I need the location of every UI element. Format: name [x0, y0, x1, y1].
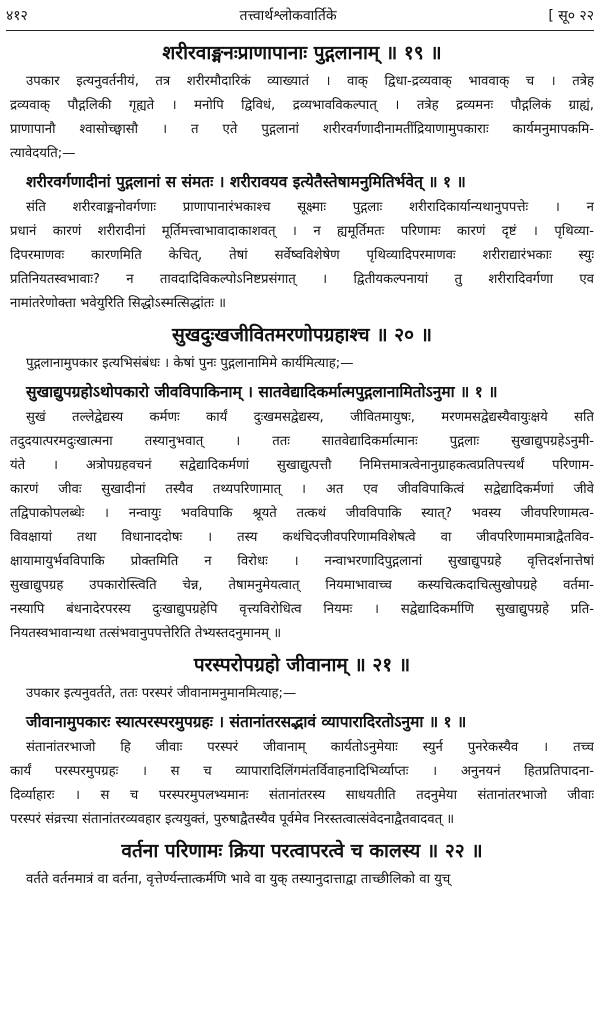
text-line: प्रतिनियतस्वभावाः? न तावदादिविकल्पोऽनिष्टप्रसंगात् । द्वितीयकल्पनायां तु शरीरादिवर्गणा एव — [10, 272, 594, 287]
paragraph — [10, 70, 594, 166]
intro-line: पुद्गलानामुपकार इत्यभिसंबंधः । केषां पुनः पुद्गलानामिमे कार्यमित्याह;— — [26, 356, 354, 371]
sutra-heading: वर्तना परिणामः क्रिया परत्वापरत्वे च कालस्य ॥ २२ ॥ — [121, 840, 483, 862]
text-line: तदुदयात्परमदुःखात्मना तस्यानुभवात् । ततः सातवेद्यादिकर्मात्मानः पुद्गलाः सुखाद्युपग्रहेऽनुमी- — [10, 434, 594, 449]
sutra-reference: [ सू० २२ — [548, 7, 594, 24]
paragraph — [10, 406, 594, 646]
text-line: प्रधानं कारणं शरीरादीनां मूर्तिमत्त्वाभावादाकाशवत् । न ह्यमूर्तिमतः परिणामः कारणं दृष्टं । पृथिव्या- — [10, 224, 594, 239]
text-line: तद्विपाकोपलब्धेः । नन्वायुः भवविपाकि श्रूयते तत्कथं जीवविपाकि स्यात्? भवस्य जीवपरिणामत्व- — [10, 506, 594, 521]
text-line: वर्तते वर्तनमात्रं वा वर्तना, वृत्तेर्ण्यन्तात्कर्मणि भावे वा युक् तस्यानुदात्ताद्वा ताच्छीलिको वा युच् — [26, 872, 451, 887]
sutra-heading: शरीरवाङ्मनःप्राणापानाः पुद्गलानाम् ॥ १९ ॥ — [162, 42, 442, 64]
running-title: तत्त्वार्थश्लोकवार्तिके — [239, 7, 337, 24]
text-line: नामांतरेणोक्ता भवेयुरिति सिद्धोऽस्मत्सिद्धांतः ॥ — [10, 296, 227, 311]
text-line: त्यावेदयति;— — [10, 146, 76, 161]
sutra-heading: परस्परोपग्रहो जीवानाम् ॥ २१ ॥ — [193, 654, 411, 676]
paragraph — [10, 868, 594, 892]
header-rule — [6, 30, 594, 31]
intro-line: उपकार इत्यनुवर्तते, ततः परस्परं जीवानामनुमानमित्याह;— — [26, 686, 297, 701]
text-line: सुखाद्युपग्रह उपकारोस्त्विति चेन्न, तेषामनुमेयत्वात् नियमाभावाच्च कस्यचित्कदाचित्सुखोपग्रहे वर्तमा- — [10, 578, 594, 593]
text-line: संतानांतरभाजो हि जीवाः परस्परं जीवानाम् कार्यतोऽनुमेयाः स्युर्न पुनरेकस्यैव । तच्च — [26, 740, 594, 755]
page-number: ४१२ — [6, 7, 28, 24]
sutra-heading: सुखदुःखजीवितमरणोपग्रहाश्च ॥ २० ॥ — [171, 324, 432, 346]
text-line: कार्यं परस्परमुपग्रहः । स च व्यापारादिलिंगमंतर्विवाहनादिभिर्व्याप्तः । अनुनयनं हितप्रतिपादना- — [10, 764, 594, 779]
text-line: नस्यापि बंधनादेरपरस्य दुःखाद्युपग्रहेपि वृत्त्यविरोधित्व नियमः । सद्वेद्यादिकर्माणि सुखाद्युपग्रहे प्रति- — [10, 602, 594, 617]
text-line: कारणं जीवः सुखादीनां तस्यैव तथ्यपरिणामात् । अत एव जीवविपाकित्वं सद्वेद्यादिकर्मणां जीवे — [10, 482, 594, 497]
paragraph — [10, 736, 594, 832]
karika-verse: शरीरवर्गणादीनां पुद्गलानां स संमतः । शरीरावयव इत्येतैस्तेषामनुमितिर्भवेत् ॥ १ ॥ — [26, 173, 466, 191]
text-line: विवक्षायां तथा विधानाददोषः । तस्य कथंचिदजीवपरिणामविशेषत्वे वा जीवपरिणाममात्राद्वैतविव- — [10, 530, 594, 545]
text-line: नियतस्वभावान्यथा तत्संभवानुपपत्तेरिति तेभ्यस्तदनुमानम् ॥ — [10, 626, 282, 641]
text-line: यंते । अत्रोपग्रहवचनं सद्वेद्यादिकर्मणां सुखाद्युत्पत्तौ निमित्तमात्रत्वेनानुग्राहकत्वप्रतिपत्त्यर्थं परिणाम- — [10, 458, 594, 473]
page-content — [10, 34, 594, 892]
text-line: द्रव्यवाक् पौद्गलिकी गृह्यते । मनोपि द्विविधं, द्रव्यभावविकल्पात् । तत्रेह द्रव्यमनः पौद्गलिकं ग्राह्यं, — [10, 98, 594, 113]
text-line: उपकार इत्यनुवर्तनीयं, तत्र शरीरमौदारिकं व्याख्यातं । वाक् द्विधा-द्रव्यवाक् भाववाक् च । तत्रेह — [26, 74, 594, 89]
text-line: संति शरीरवाङ्मनोवर्गणाः प्राणापानारंभकाश्च सूक्ष्माः पुद्गलाः शरीरादिकार्यान्यथानुपपत्तेः । न — [26, 200, 594, 215]
page-header — [6, 2, 594, 28]
text-line: परस्परं संव्रत्त्या संतानांतरव्यवहार इत्ययुक्तं, पुरुषाद्वैतस्यैव पूर्वमेव निरस्तत्वात्संवेदनाद्वैतवादवत् ॥ — [10, 812, 455, 827]
text-line: सुखं तल्लेद्वेद्यस्य कर्मणः कार्यं दुःखमसद्वेद्यस्य, जीवितमायुषः, मरणमसद्वेद्यस्यैवायुःक्षये सति — [26, 410, 594, 425]
paragraph — [10, 196, 594, 316]
karika-verse: सुखाद्युपग्रहोऽथोपकारो जीवविपाकिनाम् । सातवेद्यादिकर्मात्मपुद्गलानामितोऽनुमा ॥ १ ॥ — [26, 383, 498, 401]
text-line: दिर्व्याहारः । स च परस्परमुपलभ्यमानः संतानांतरस्य साधयतीति तदनुमेया संतानांतरभाजो जीवाः — [10, 788, 594, 803]
text-line: दिपरमाणवः कारणमिति केचित्, तेषां सर्वेष्वविशेषेण पृथिव्यादिपरमाणवः शरीराद्यारंभकाः स्युः — [10, 248, 594, 263]
text-line: प्राणापानौ श्वासोच्छ्वासौ । त एते पुद्गलानां शरीरवर्गणादीनामतींद्रियाणामुपकाराः कार्यमनुमापकमि- — [10, 122, 594, 137]
karika-verse: जीवानामुपकारः स्यात्परस्परमुपग्रहः । संतानांतरसद्भावं व्यापारादिरतोऽनुमा ॥ १ ॥ — [26, 713, 467, 731]
text-line: क्षायामायुर्भवविपाकि प्रोक्तमिति न विरोधः । नन्वाभरणादिपुद्गलानां सुखाद्युपग्रहे वृत्तिदर्शनात्तेषां — [10, 554, 594, 569]
